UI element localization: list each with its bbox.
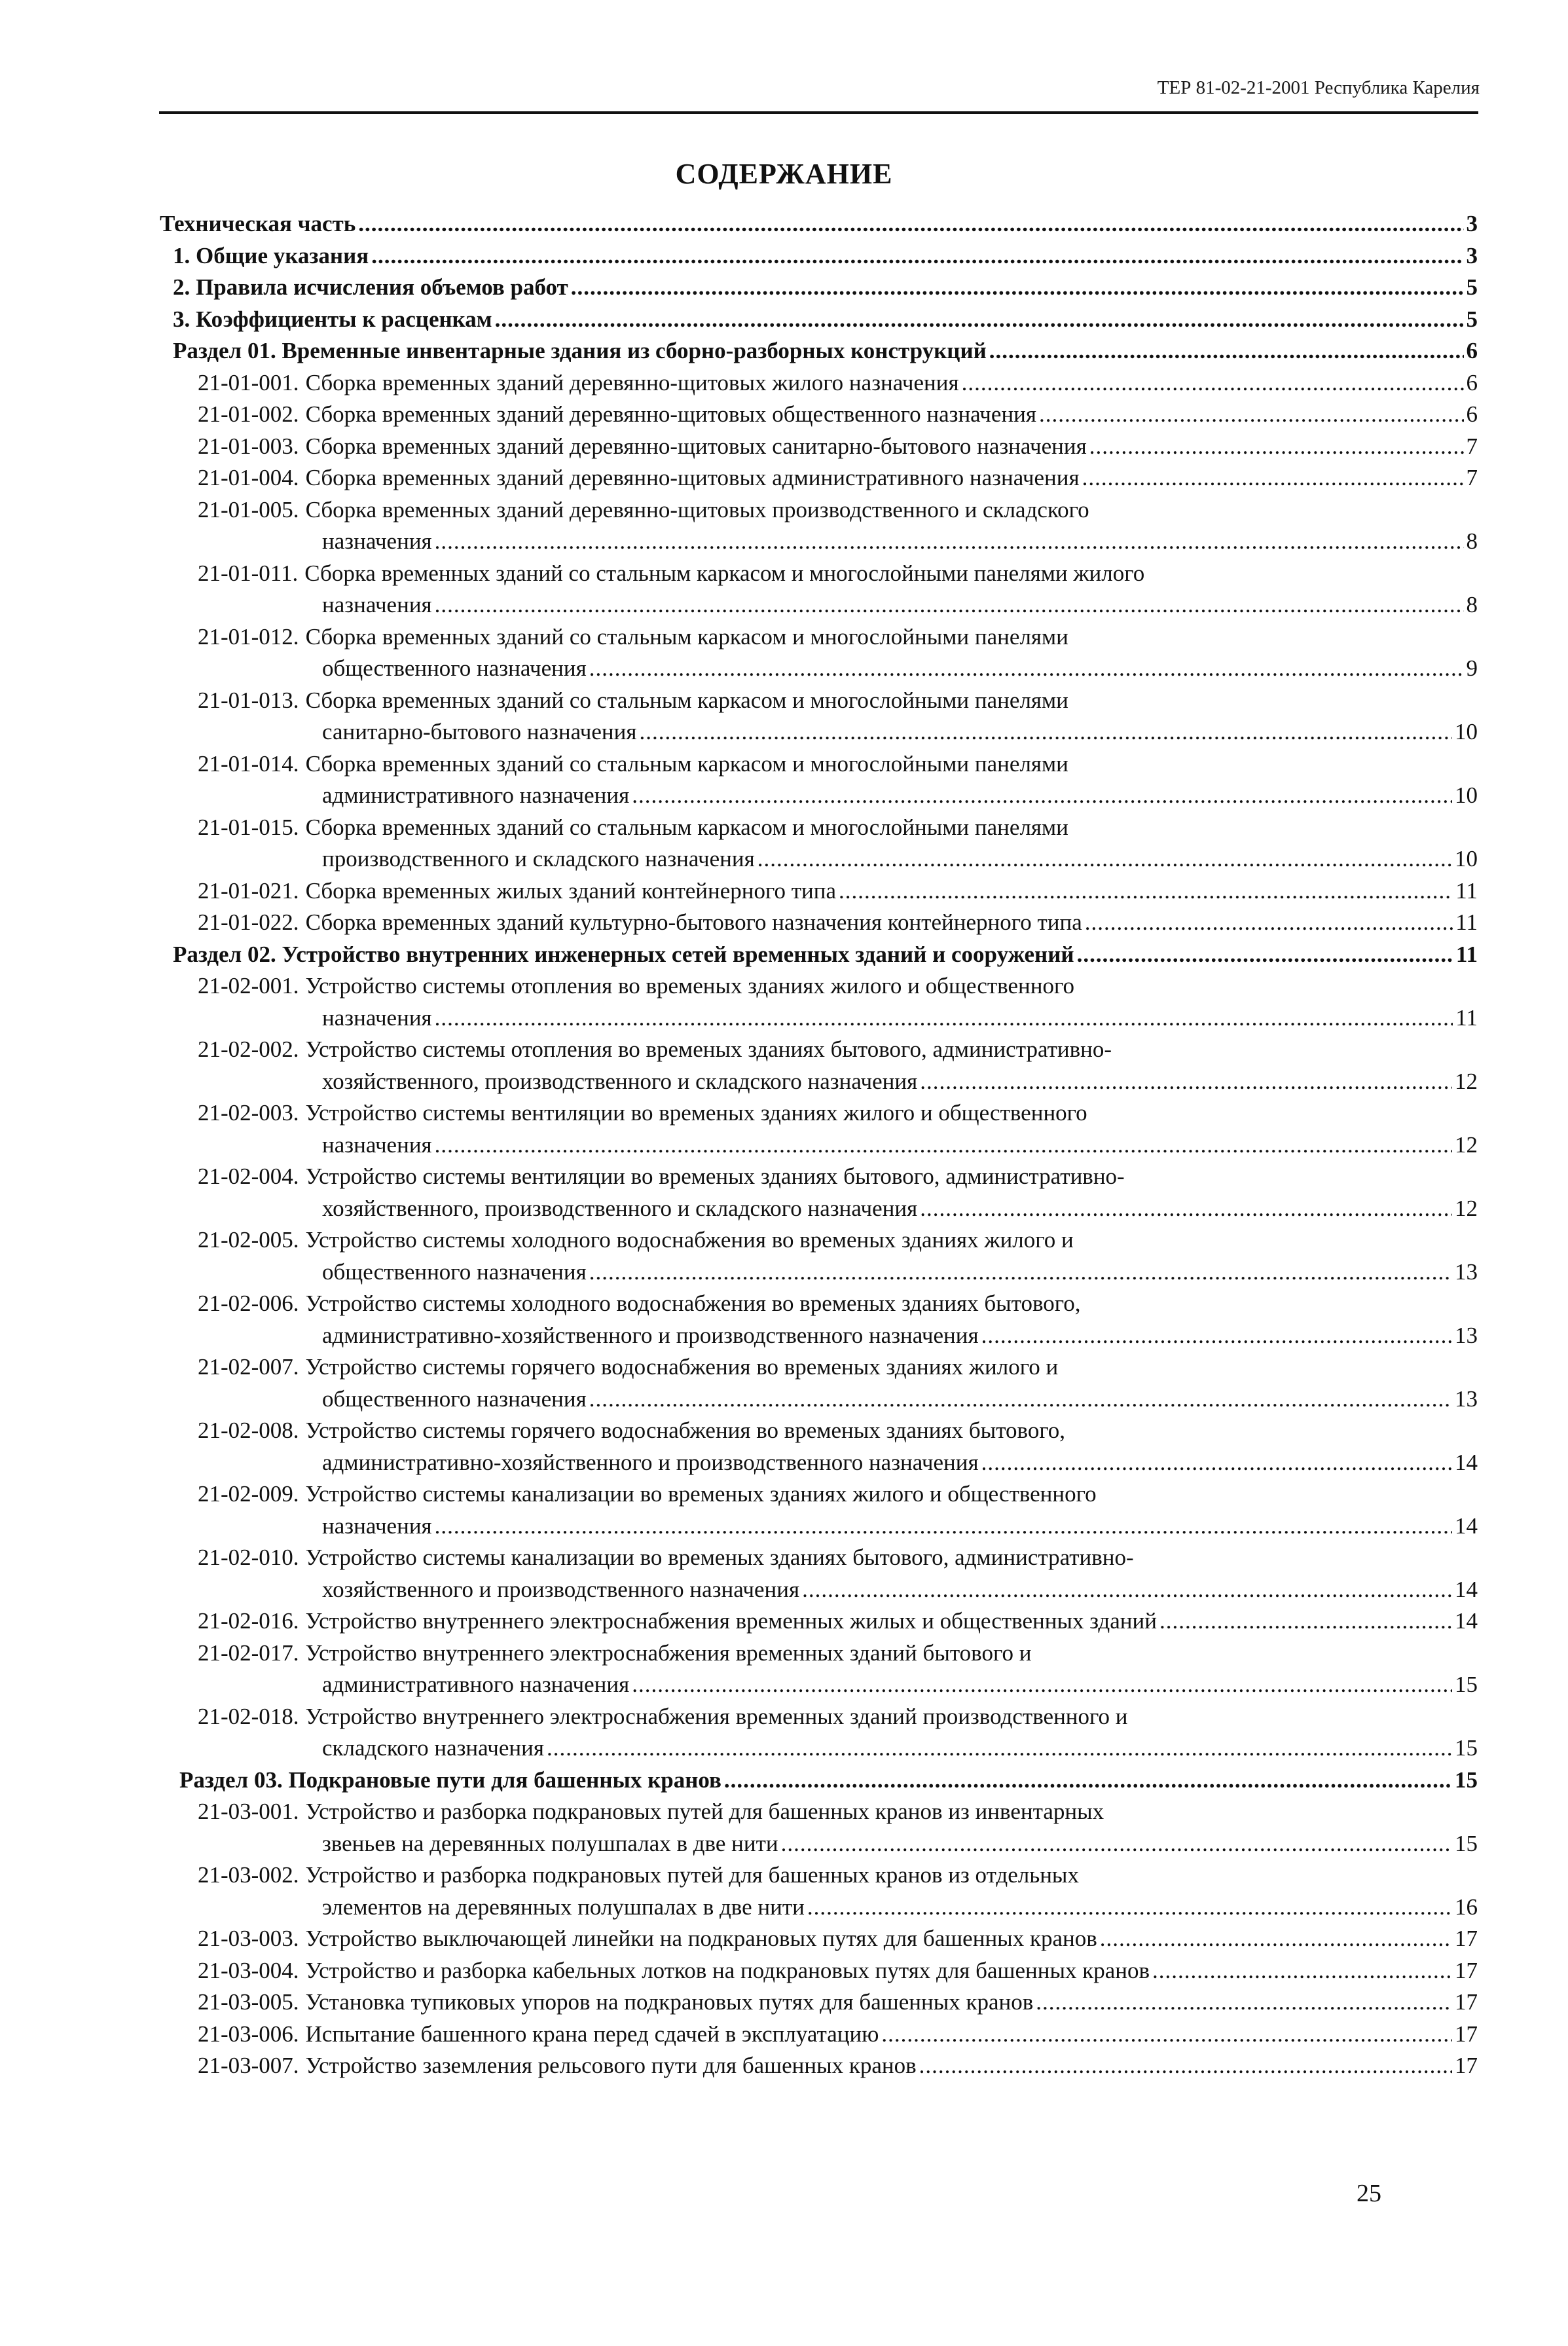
toc-entry-line — [198, 1351, 1478, 1384]
toc-entry-line — [198, 1161, 1478, 1193]
toc-item-entry — [160, 812, 1478, 875]
toc-entry-page: 7 — [1466, 433, 1478, 459]
toc-entry-line — [198, 1288, 1478, 1320]
toc-item-entry — [160, 1701, 1478, 1765]
toc-entry-continuation — [198, 1193, 1478, 1225]
toc-entry-page: 10 — [1455, 782, 1478, 808]
toc-entry-page: 5 — [1466, 306, 1478, 332]
toc-entry-page: 6 — [1466, 369, 1478, 395]
dot-leader — [724, 1765, 1452, 1797]
toc-entry-code: 21-02-007. — [198, 1354, 299, 1380]
toc-entry-continuation — [198, 526, 1478, 558]
dot-leader — [919, 2050, 1452, 2082]
toc-entry-title: Испытание башенного крана перед сдачей в эксплуатацию — [305, 2021, 879, 2047]
toc-entry-line — [160, 208, 1478, 240]
dot-leader — [1100, 1923, 1452, 1955]
dot-leader — [435, 1002, 1453, 1035]
toc-entry-continuation — [198, 716, 1478, 748]
dot-leader — [435, 1129, 1452, 1162]
dot-leader — [1159, 1605, 1452, 1638]
toc-entry-title-continued: общественного назначения — [322, 1385, 587, 1412]
toc-entry-page: 7 — [1466, 465, 1478, 490]
dot-leader — [371, 240, 1463, 272]
toc-entry-continuation — [198, 653, 1478, 685]
toc-entry-code: 21-02-005. — [198, 1227, 299, 1253]
toc-entry-title: Устройство внутреннего электроснабжения временных зданий бытового и — [305, 1640, 1032, 1666]
toc-item-entry — [160, 621, 1478, 685]
toc-entry-continuation — [198, 589, 1478, 621]
dot-leader — [1039, 399, 1463, 431]
toc-entry-title: Сборка временных зданий деревянно-щитовых общественного назначения — [305, 401, 1037, 427]
toc-entry-code: 21-02-017. — [198, 1640, 299, 1666]
toc-entry-page: 12 — [1455, 1131, 1478, 1158]
toc-entry-code: 21-03-004. — [198, 1957, 299, 1983]
toc-item-entry — [160, 1478, 1478, 1542]
toc-entry-title: Устройство системы вентиляции во временых зданиях бытового, административно- — [305, 1164, 1125, 1189]
toc-entry-title: Устройство системы горячего водоснабжения во временых зданиях жилого и — [305, 1354, 1059, 1380]
toc-entry-code: 21-03-001. — [198, 1799, 299, 1824]
toc-entry-line — [173, 335, 1478, 367]
toc-entry-continuation — [198, 1447, 1478, 1479]
toc-section-entry — [160, 208, 1478, 240]
dot-leader — [589, 1256, 1452, 1289]
toc-item-entry — [160, 907, 1478, 939]
toc-entry-page: 6 — [1466, 401, 1478, 427]
toc-entry-title: Устройство внутреннего электроснабжения временных жилых и общественных зданий — [305, 1608, 1157, 1634]
toc-entry-page: 8 — [1466, 528, 1478, 554]
toc-entry-continuation — [198, 1066, 1478, 1098]
toc-entry-line — [198, 621, 1478, 653]
toc-entry-title: Сборка временных зданий деревянно-щитовых административного назначения — [305, 465, 1080, 490]
dot-leader — [981, 1320, 1452, 1352]
toc-entry-page: 17 — [1455, 1989, 1478, 2015]
toc-entry-title-continued: административно-хозяйственного и производственного назначения — [322, 1322, 979, 1348]
toc-entry-page: 8 — [1466, 592, 1478, 617]
toc-entry-title: Сборка временных зданий со стальным каркасом и многослойными панелями — [305, 623, 1068, 650]
dot-leader — [1089, 431, 1464, 463]
toc-section-entry — [160, 240, 1478, 272]
toc-entry-title: Устройство системы отопления во временых зданиях жилого и общественного — [305, 973, 1074, 999]
toc-entry-title: Сборка временных зданий со стальным каркасом и многослойными панелями — [305, 750, 1068, 777]
toc-entry-title-continued: хозяйственного, производственного и складского назначения — [322, 1195, 918, 1221]
toc-entry-code: 21-01-003. — [198, 433, 299, 459]
toc-entry-title: Сборка временных зданий со стальным каркасом и многослойными панелями — [305, 687, 1068, 713]
toc-entry-code: 21-02-002. — [198, 1036, 299, 1062]
toc-entry-title: Устройство выключающей линейки на подкрановых путях для башенных кранов — [305, 1926, 1097, 1951]
toc-entry-title: Устройство системы вентиляции во временых зданиях жилого и общественного — [305, 1100, 1087, 1126]
toc-item-entry — [160, 1097, 1478, 1161]
toc-entry-page: 17 — [1455, 2053, 1478, 2078]
toc-entry-line — [198, 2019, 1478, 2051]
page-title: СОДЕРЖАНИЕ — [675, 158, 893, 190]
page-number: 25 — [1357, 2180, 1381, 2207]
dot-leader — [781, 1828, 1452, 1860]
toc-entry-title-continued: административно-хозяйственного и производственного назначения — [322, 1449, 979, 1475]
toc-entry-line — [198, 875, 1478, 907]
dot-leader — [589, 653, 1464, 685]
toc-entry-code: 21-02-003. — [198, 1100, 299, 1126]
toc-entry-line — [198, 685, 1478, 717]
toc-entry-page: 17 — [1455, 1926, 1478, 1951]
toc-entry-code: 21-02-009. — [198, 1481, 299, 1507]
toc-entry-title: Устройство заземления рельсового пути для башенных кранов — [305, 2053, 917, 2078]
toc-entry-line — [198, 748, 1478, 780]
toc-entry-line — [173, 240, 1478, 272]
toc-item-entry — [160, 1796, 1478, 1860]
toc-entry-title: Устройство и разборка подкрановых путей для башенных кранов из отдельных — [305, 1862, 1079, 1888]
toc-entry-page: 16 — [1455, 1894, 1478, 1920]
toc-item-entry — [160, 970, 1478, 1034]
toc-entry-continuation — [198, 1002, 1478, 1035]
toc-entry-code: 21-02-001. — [198, 973, 299, 999]
toc-entry-page: 11 — [1455, 909, 1478, 935]
dot-leader — [839, 875, 1453, 907]
toc-entry-line — [198, 907, 1478, 939]
toc-entry-title: Сборка временных зданий со стальным каркасом и многослойными панелями — [305, 814, 1068, 840]
toc-entry-title: Сборка временных зданий культурно-бытового назначения контейнерного типа — [305, 909, 1082, 935]
toc-entry-page: 12 — [1455, 1068, 1478, 1094]
toc-entry-page: 15 — [1455, 1735, 1478, 1761]
dot-leader — [571, 272, 1464, 304]
running-header: ТЕР 81-02-21-2001 Республика Карелия — [1157, 77, 1480, 98]
table-of-contents — [160, 208, 1478, 2082]
toc-entry-title: Техническая часть — [160, 211, 356, 236]
toc-entry-page: 13 — [1455, 1322, 1478, 1348]
toc-entry-title-continued: элементов на деревянных полушпалах в две нити — [322, 1894, 805, 1920]
toc-entry-title: 2. Правила исчисления объемов работ — [173, 274, 568, 300]
toc-entry-code: 21-03-003. — [198, 1926, 299, 1951]
toc-entry-line — [198, 494, 1478, 526]
toc-entry-code: 21-01-013. — [198, 687, 299, 713]
toc-entry-line — [198, 462, 1478, 494]
toc-item-entry — [160, 2050, 1478, 2082]
toc-entry-code: 21-01-001. — [198, 369, 299, 395]
toc-entry-line — [198, 970, 1478, 1002]
toc-entry-line — [198, 1955, 1478, 1987]
toc-entry-line — [198, 1923, 1478, 1955]
toc-entry-title-continued: назначения — [322, 1004, 432, 1031]
toc-entry-page: 17 — [1455, 2021, 1478, 2047]
toc-item-entry — [160, 1955, 1478, 1987]
toc-item-entry — [160, 367, 1478, 399]
toc-entry-page: 10 — [1455, 846, 1478, 871]
toc-entry-page: 12 — [1455, 1195, 1478, 1221]
toc-entry-continuation — [198, 780, 1478, 812]
toc-entry-line — [198, 367, 1478, 399]
toc-entry-title-continued: назначения — [322, 528, 432, 554]
dot-leader — [1082, 462, 1464, 494]
toc-entry-title: Устройство и разборка подкрановых путей для башенных кранов из инвентарных — [305, 1799, 1104, 1824]
toc-entry-title: Устройство системы канализации во временых зданиях жилого и общественного — [305, 1481, 1097, 1507]
toc-entry-page: 13 — [1455, 1385, 1478, 1412]
toc-entry-continuation — [198, 843, 1478, 875]
toc-entry-code: 21-01-021. — [198, 877, 299, 904]
toc-entry-line — [173, 304, 1478, 336]
toc-entry-page: 9 — [1466, 655, 1478, 681]
toc-entry-page: 13 — [1455, 1258, 1478, 1285]
toc-item-entry — [160, 1860, 1478, 1923]
toc-entry-page: 15 — [1455, 1767, 1478, 1793]
toc-entry-line — [198, 812, 1478, 844]
dot-leader — [1085, 907, 1453, 939]
toc-entry-code: 21-01-022. — [198, 909, 299, 935]
toc-item-entry — [160, 1923, 1478, 1955]
toc-entry-line — [198, 2050, 1478, 2082]
toc-entry-title: 3. Коэффициенты к расценкам — [173, 306, 492, 332]
toc-entry-continuation — [198, 1574, 1478, 1606]
toc-entry-code: 21-02-008. — [198, 1418, 299, 1443]
toc-entry-code: 21-02-010. — [198, 1545, 299, 1570]
toc-entry-title: Устройство системы канализации во временых зданиях бытового, административно- — [305, 1545, 1134, 1570]
toc-entry-title: Устройство системы горячего водоснабжения во временых зданиях бытового, — [305, 1418, 1066, 1443]
toc-entry-line — [198, 1638, 1478, 1670]
toc-entry-title-continued: производственного и складского назначения — [322, 846, 755, 871]
toc-entry-continuation — [198, 1732, 1478, 1765]
toc-entry-continuation — [198, 1669, 1478, 1701]
toc-entry-title-continued: административного назначения — [322, 782, 630, 808]
toc-item-entry — [160, 558, 1478, 621]
toc-entry-code: 21-03-007. — [198, 2053, 299, 2078]
toc-entry-page: 15 — [1455, 1830, 1478, 1856]
toc-entry-title-continued: санитарно-бытового назначения — [322, 719, 637, 744]
dot-leader — [807, 1892, 1452, 1924]
toc-item-entry — [160, 1415, 1478, 1478]
toc-entry-page: 5 — [1466, 274, 1478, 300]
toc-section-entry — [160, 335, 1478, 367]
toc-entry-page: 3 — [1466, 242, 1478, 268]
dot-leader — [639, 716, 1452, 748]
toc-entry-title-continued: назначения — [322, 1512, 432, 1539]
toc-entry-code: 21-03-005. — [198, 1989, 299, 2015]
toc-entry-title: Устройство и разборка кабельных лотков на подкрановых путях для башенных кранов — [305, 1957, 1150, 1983]
toc-item-entry — [160, 431, 1478, 463]
toc-item-entry — [160, 2019, 1478, 2051]
toc-item-entry — [160, 1542, 1478, 1605]
toc-entry-line — [198, 431, 1478, 463]
toc-entry-page: 14 — [1455, 1512, 1478, 1539]
toc-entry-line — [198, 1605, 1478, 1638]
toc-item-entry — [160, 748, 1478, 812]
toc-entry-title-continued: звеньев на деревянных полушпалах в две нити — [322, 1830, 778, 1856]
toc-entry-title: Устройство системы холодного водоснабжения во временых зданиях жилого и — [305, 1227, 1074, 1253]
dot-leader — [435, 1511, 1452, 1543]
toc-entry-continuation — [198, 1129, 1478, 1162]
toc-entry-title: Раздел 02. Устройство внутренних инженерных сетей временных зданий и сооружений — [173, 941, 1074, 967]
toc-entry-code: 21-01-004. — [198, 465, 299, 490]
toc-entry-page: 14 — [1455, 1576, 1478, 1602]
toc-entry-title: Устройство системы холодного водоснабжения во временых зданиях бытового, — [305, 1291, 1081, 1316]
toc-item-entry — [160, 685, 1478, 748]
toc-entry-page: 15 — [1455, 1672, 1478, 1697]
toc-entry-title-continued: назначения — [322, 1131, 432, 1158]
toc-item-entry — [160, 1288, 1478, 1351]
toc-section-entry — [160, 939, 1478, 971]
toc-entry-line — [198, 1034, 1478, 1066]
toc-entry-title: Устройство внутреннего электроснабжения временных зданий производственного и — [305, 1703, 1128, 1729]
toc-entry-continuation — [198, 1384, 1478, 1416]
toc-entry-code: 21-01-002. — [198, 401, 299, 427]
toc-item-entry — [160, 494, 1478, 558]
header-rule — [159, 111, 1478, 114]
toc-entry-title: Сборка временных зданий деревянно-щитовых санитарно-бытового назначения — [305, 433, 1087, 459]
toc-entry-title-continued: административного назначения — [322, 1672, 630, 1697]
toc-entry-continuation — [198, 1256, 1478, 1289]
toc-entry-title: Сборка временных зданий деревянно-щитовых жилого назначения — [305, 369, 959, 395]
toc-entry-title: Установка тупиковых упоров на подкрановых путях для башенных кранов — [305, 1989, 1034, 2015]
toc-entry-title-continued: хозяйственного, производственного и складского назначения — [322, 1068, 918, 1094]
toc-entry-page: 11 — [1455, 1004, 1478, 1031]
dot-leader — [358, 208, 1463, 240]
toc-section-entry — [160, 304, 1478, 336]
toc-entry-line — [198, 1097, 1478, 1129]
toc-entry-line — [198, 1860, 1478, 1892]
toc-entry-title-continued: назначения — [322, 592, 432, 617]
toc-entry-code: 21-01-011. — [198, 560, 299, 586]
toc-entry-line — [198, 1542, 1478, 1574]
dot-leader — [920, 1066, 1452, 1098]
dot-leader — [989, 335, 1464, 367]
dot-leader — [632, 1669, 1452, 1701]
toc-entry-title: Сборка временных жилых зданий контейнерного типа — [305, 877, 837, 904]
toc-item-entry — [160, 1034, 1478, 1097]
toc-entry-title: Устройство системы отопления во временых зданиях бытового, административно- — [305, 1036, 1112, 1062]
dot-leader — [547, 1732, 1452, 1765]
toc-entry-title: Раздел 03. Подкрановые пути для башенных кранов — [179, 1767, 721, 1793]
toc-entry-line — [198, 1478, 1478, 1511]
toc-entry-line — [173, 939, 1478, 971]
dot-leader — [589, 1384, 1452, 1416]
toc-entry-page: 10 — [1455, 719, 1478, 744]
toc-entry-continuation — [198, 1828, 1478, 1860]
toc-entry-page: 3 — [1466, 211, 1478, 236]
toc-item-entry — [160, 1987, 1478, 2019]
toc-entry-page: 11 — [1455, 941, 1478, 967]
toc-entry-title-continued: общественного назначения — [322, 1258, 587, 1285]
toc-entry-continuation — [198, 1511, 1478, 1543]
toc-entry-code: 21-01-012. — [198, 623, 299, 650]
dot-leader — [495, 304, 1464, 336]
toc-entry-title: Сборка временных зданий деревянно-щитовых производственного и складского — [305, 496, 1089, 522]
toc-entry-code: 21-01-015. — [198, 814, 299, 840]
toc-entry-code: 21-02-006. — [198, 1291, 299, 1316]
toc-entry-page: 11 — [1455, 877, 1478, 904]
toc-section-entry — [160, 1765, 1478, 1797]
toc-entry-code: 21-03-002. — [198, 1862, 299, 1888]
toc-entry-line — [179, 1765, 1478, 1797]
dot-leader — [981, 1447, 1452, 1479]
toc-item-entry — [160, 1351, 1478, 1415]
toc-entry-line — [173, 272, 1478, 304]
dot-leader — [435, 589, 1464, 621]
toc-entry-line — [198, 1224, 1478, 1256]
toc-item-entry — [160, 462, 1478, 494]
toc-entry-code: 21-01-005. — [198, 496, 299, 522]
toc-item-entry — [160, 1224, 1478, 1288]
dot-leader — [1152, 1955, 1452, 1987]
toc-item-entry — [160, 875, 1478, 907]
toc-entry-page: 14 — [1455, 1449, 1478, 1475]
toc-entry-continuation — [198, 1892, 1478, 1924]
toc-entry-code: 21-02-004. — [198, 1164, 299, 1189]
toc-section-entry — [160, 272, 1478, 304]
toc-entry-page: 6 — [1466, 338, 1478, 363]
dot-leader — [435, 526, 1464, 558]
toc-entry-line — [198, 1415, 1478, 1447]
toc-entry-page: 14 — [1455, 1608, 1478, 1634]
toc-entry-title-continued: общественного назначения — [322, 655, 587, 681]
dot-leader — [1036, 1987, 1452, 2019]
toc-item-entry — [160, 1605, 1478, 1638]
toc-entry-line — [198, 399, 1478, 431]
toc-entry-line — [198, 1987, 1478, 2019]
toc-entry-page: 17 — [1455, 1957, 1478, 1983]
toc-item-entry — [160, 1638, 1478, 1701]
dot-leader — [920, 1193, 1452, 1225]
toc-entry-continuation — [198, 1320, 1478, 1352]
toc-entry-code: 21-02-016. — [198, 1608, 299, 1634]
toc-entry-line — [198, 1701, 1478, 1733]
toc-entry-title: Сборка временных зданий со стальным каркасом и многослойными панелями жилого — [304, 560, 1145, 586]
toc-entry-line — [198, 558, 1478, 590]
toc-entry-title: 1. Общие указания — [173, 242, 369, 268]
toc-item-entry — [160, 399, 1478, 431]
dot-leader — [962, 367, 1464, 399]
toc-item-entry — [160, 1161, 1478, 1224]
toc-entry-code: 21-01-014. — [198, 750, 299, 777]
dot-leader — [802, 1574, 1452, 1606]
dot-leader — [757, 843, 1452, 875]
toc-entry-title: Раздел 01. Временные инвентарные здания из сборно-разборных конструкций — [173, 338, 987, 363]
toc-entry-title-continued: хозяйственного и производственного назначения — [322, 1576, 800, 1602]
toc-entry-line — [198, 1796, 1478, 1828]
dot-leader — [881, 2019, 1452, 2051]
dot-leader — [632, 780, 1452, 812]
toc-entry-code: 21-03-006. — [198, 2021, 299, 2047]
toc-entry-code: 21-02-018. — [198, 1703, 299, 1729]
dot-leader — [1077, 939, 1453, 971]
toc-entry-title-continued: складского назначения — [322, 1735, 544, 1761]
